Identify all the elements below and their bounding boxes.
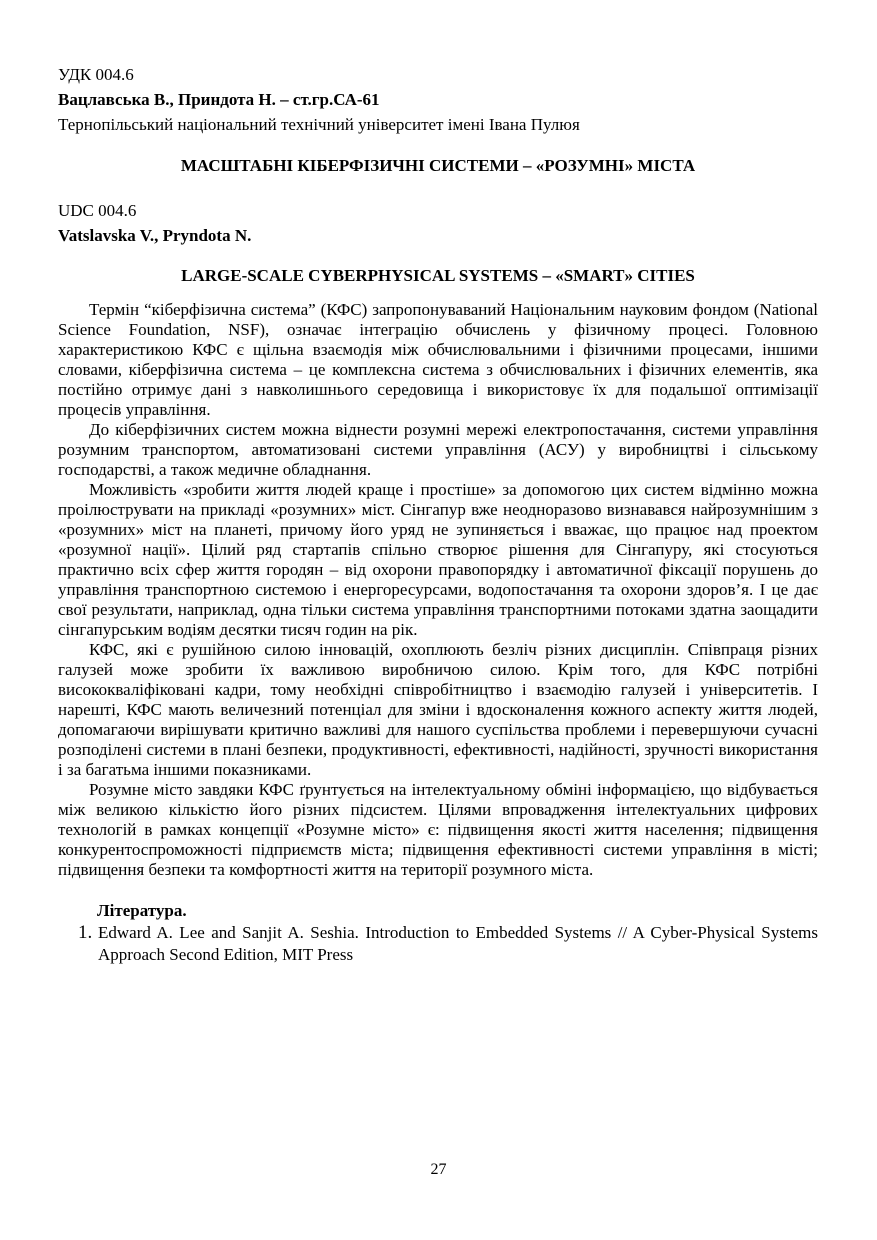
article-paragraph-2: До кіберфізичних систем можна віднести розумні мережі електропостачання, системи управління розумним транспортом, автоматизовані системи управління (АСУ) у виробництві і сільському господарстві, а також медичне обладнання. bbox=[58, 420, 818, 479]
udk-line: УДК 004.6 bbox=[58, 65, 134, 84]
authors-uk-line: Вацлавська В., Приндота Н. – ст.гр.СА-61 bbox=[58, 90, 380, 109]
reference-text: Edward A. Lee and Sanjit A. Seshia. Introduction to Embedded Systems // A Cyber-Physical Systems Approach Second Edition, MIT Press bbox=[98, 923, 818, 964]
reference-number: 1. bbox=[78, 922, 93, 943]
article-paragraph-3: Можливість «зробити життя людей краще і простіше» за допомогою цих систем відмінно можна проілюструвати на прикладі «розумних» міст. Сінгапур вже неодноразово визнавався найрозумнішим з «розумних» міст на планеті, причому його уряд не зупиняється і вважає, що працює над проектом «розумної нації». Цілий ряд стартапів спільно створює рішення для Сінгапуру, які стосуються практично всіх сфер життя городян – від охорони правопорядку і автоматичної фіксації порушень до управління транспортною системою і енергоресурсами, водопостачання та охорони здоров’я. І це дає свої результати, наприклад, одна тільки система управління транспортними потоками здатна заощадити сінгапурським водіям десятки тисяч годин на рік. bbox=[58, 480, 818, 639]
page-number: 27 bbox=[430, 1161, 447, 1178]
udc-line: UDC 004.6 bbox=[58, 201, 137, 220]
reference-item bbox=[58, 922, 818, 966]
article-body bbox=[58, 300, 818, 880]
university-line: Тернопільський національний технічний університет імені Івана Пулюя bbox=[58, 115, 580, 134]
title-english: LARGE-SCALE CYBERPHYSICAL SYSTEMS – «SMART» CITIES bbox=[181, 266, 695, 285]
udc-block bbox=[58, 198, 818, 248]
literature-heading: Література. bbox=[97, 901, 187, 920]
authors-en-line: Vatslavska V., Pryndota N. bbox=[58, 226, 252, 245]
page-content bbox=[58, 62, 818, 966]
title-ukrainian: МАСШТАБНІ КІБЕРФІЗИЧНІ СИСТЕМИ – «РОЗУМНІ» МІСТА bbox=[180, 156, 696, 175]
article-paragraph-4: КФС, які є рушійною силою інновацій, охоплюють безліч різних дисциплін. Співпраця різних галузей може зробити їх важливою виробничою силою. Крім того, для КФС потрібні висококваліфіковані кадри, тому необхідні співробітництво і взаємодію галузей і університетів. І нарешті, КФС мають величезний потенціал для зміни і вдосконалення кожного аспекту життя людей, допомагаючи вирішувати критично важливі для нашого суспільства проблеми і перевершуючи сучасні розподілені системи в плані безпеки, продуктивності, ефективності, надійності, зручності використання і за багатьма іншими показниками. bbox=[58, 640, 818, 779]
article-paragraph-5: Розумне місто завдяки КФС ґрунтується на інтелектуальному обміні інформацією, що відбувається між великою кількістю його різних підсистем. Цілями впровадження інтелектуальних цифрових технологій в рамках концепції «Розумне місто» є: підвищення якості життя населення; підвищення конкурентоспроможності підприємств міста; підвищення ефективності системи управління в місті; підвищення безпеки та комфортності життя на території розумного міста. bbox=[58, 780, 818, 879]
article-paragraph-1: Термін “кіберфізична система” (КФС) запропонуваваний Національним науковим фондом (National Science Foundation, NSF), означає інтеграцію обчислень у фізичному процесі. Головною характеристикою КФС є щільна взаємодія між обчислювальними і фізичними процесами, іншими словами, кіберфізична система – це комплексна система з обчислювальних і фізичних елементів, яка постійно отримує дані з навколишнього середовища і використовує їх для подальшої оптимізації процесів управління. bbox=[58, 300, 818, 419]
